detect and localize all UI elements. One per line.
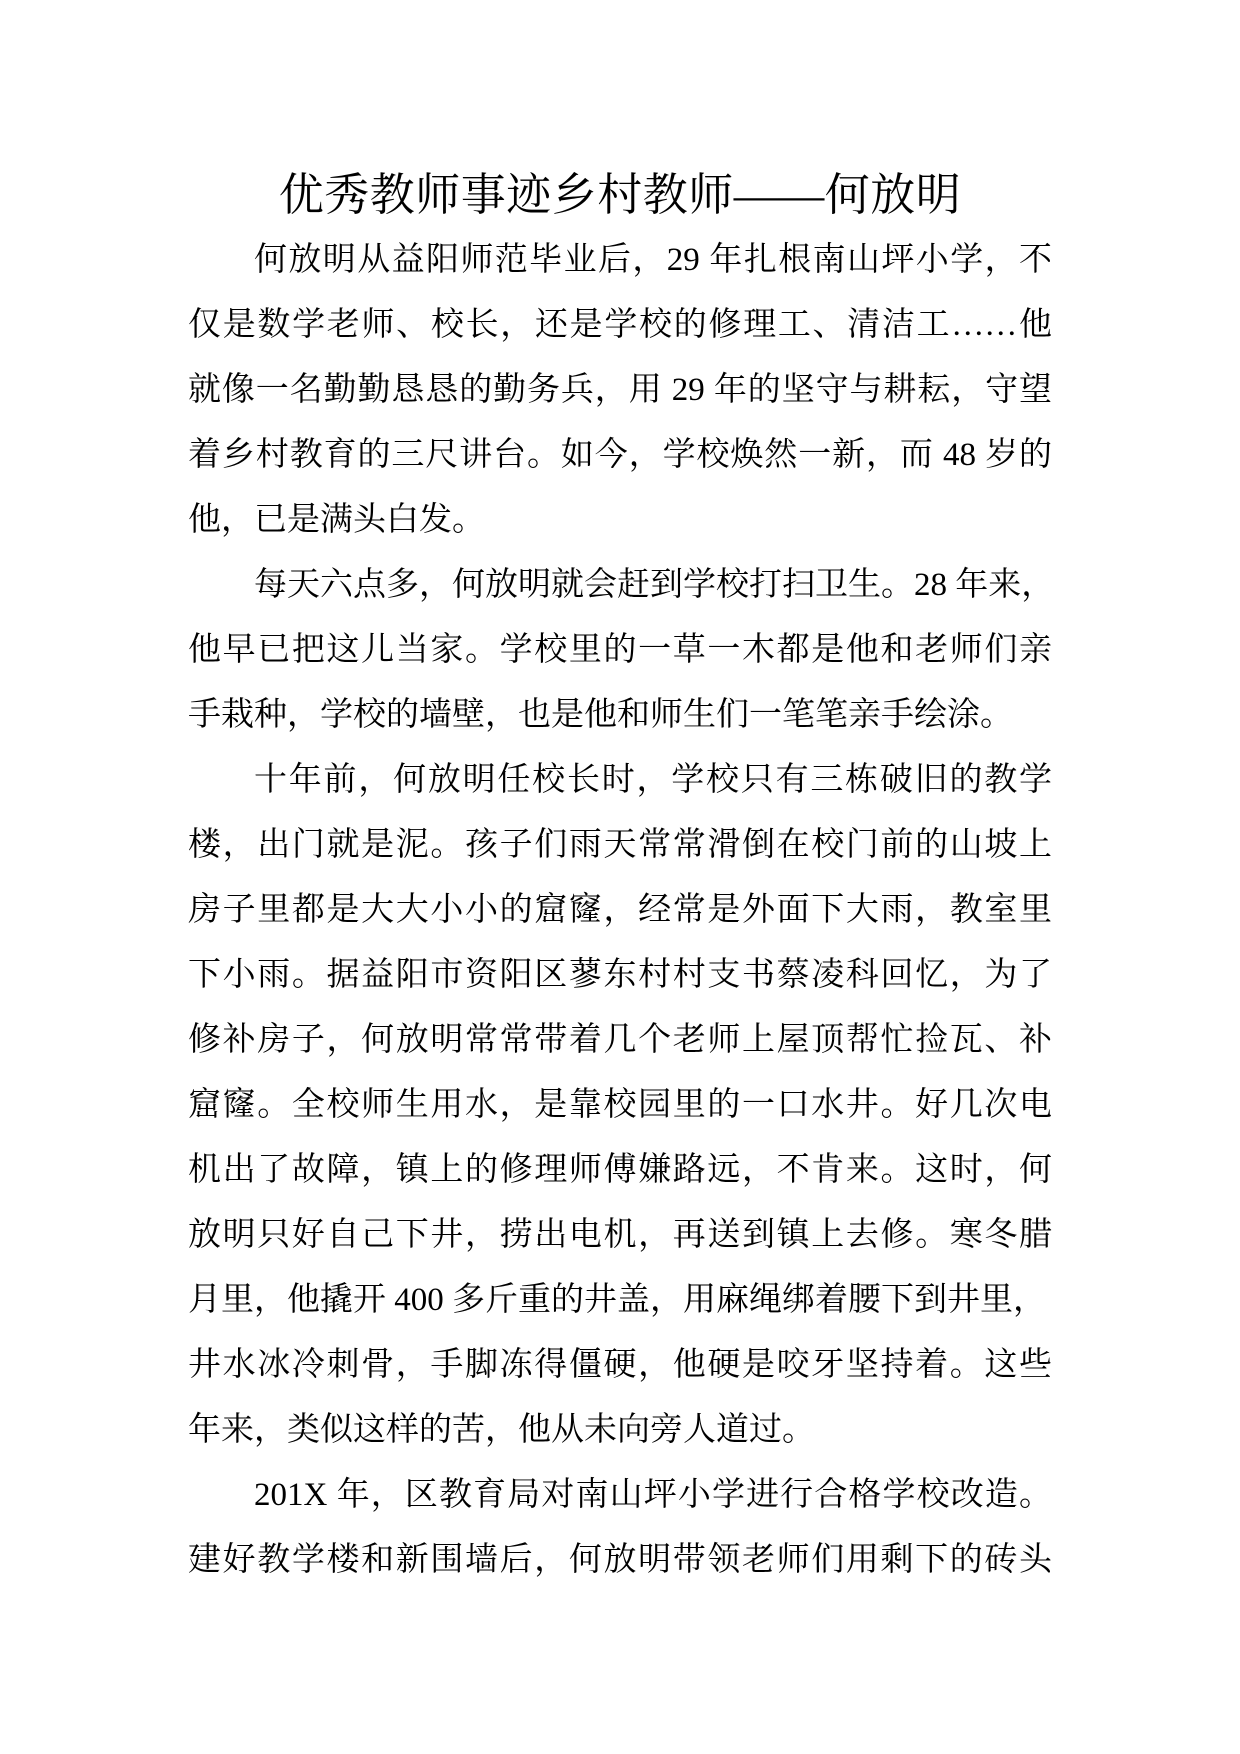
text-line: 房子里都是大大小小的窟窿，经常是外面下大雨，教室里 bbox=[188, 892, 1052, 928]
paragraph-2 bbox=[188, 553, 1055, 748]
text-line: 窟窿。全校师生用水，是靠校园里的一口水井。好几次电 bbox=[188, 1087, 1052, 1123]
paragraph-1 bbox=[188, 228, 1052, 553]
text-line: 月里，他撬开 400 多斤重的井盖，用麻绳绑着腰下到井里， bbox=[188, 1282, 1046, 1318]
text-line: 201X 年，区教育局对南山坪小学进行合格学校改造。 bbox=[254, 1477, 1052, 1513]
text-line: 下小雨。据益阳市资阳区蓼东村村支书蔡凌科回忆，为了 bbox=[188, 957, 1052, 993]
text-line: 楼，出门就是泥。孩子们雨天常常滑倒在校门前的山坡上 bbox=[188, 827, 1052, 863]
document-title: 优秀教师事迹乡村教师——何放明 bbox=[278, 170, 962, 220]
text-line: 仅是数学老师、校长，还是学校的修理工、清洁工……他 bbox=[188, 307, 1052, 343]
text-line: 每天六点多，何放明就会赶到学校打扫卫生。28 年来， bbox=[254, 567, 1055, 603]
text-line: 建好教学楼和新围墙后，何放明带领老师们用剩下的砖头 bbox=[188, 1542, 1052, 1578]
text-line: 着乡村教育的三尺讲台。如今，学校焕然一新，而 48 岁的 bbox=[188, 437, 1052, 473]
text-line: 放明只好自己下井，捞出电机，再送到镇上去修。寒冬腊 bbox=[188, 1217, 1052, 1253]
text-line: 他，已是满头白发。 bbox=[188, 502, 485, 538]
text-line: 何放明从益阳师范毕业后，29 年扎根南山坪小学，不 bbox=[254, 242, 1052, 278]
text-line: 手栽种，学校的墙壁，也是他和师生们一笔笔亲手绘涂。 bbox=[188, 697, 1013, 733]
text-line: 年来，类似这样的苦，他从未向旁人道过。 bbox=[188, 1412, 815, 1448]
text-line: 十年前，何放明任校长时，学校只有三栋破旧的教学 bbox=[254, 762, 1052, 798]
text-line: 他早已把这儿当家。学校里的一草一木都是他和老师们亲 bbox=[188, 632, 1052, 668]
text-line: 修补房子，何放明常常带着几个老师上屋顶帮忙捡瓦、补 bbox=[188, 1022, 1052, 1058]
paragraph-4 bbox=[188, 1463, 1052, 1593]
text-line: 就像一名勤勤恳恳的勤务兵，用 29 年的坚守与耕耘，守望 bbox=[188, 372, 1052, 408]
paragraph-3 bbox=[188, 748, 1052, 1463]
document-body bbox=[188, 228, 1055, 1593]
text-line: 井水冰冷刺骨，手脚冻得僵硬，他硬是咬牙坚持着。这些 bbox=[188, 1347, 1052, 1383]
text-line: 机出了故障，镇上的修理师傅嫌路远，不肯来。这时，何 bbox=[188, 1152, 1052, 1188]
